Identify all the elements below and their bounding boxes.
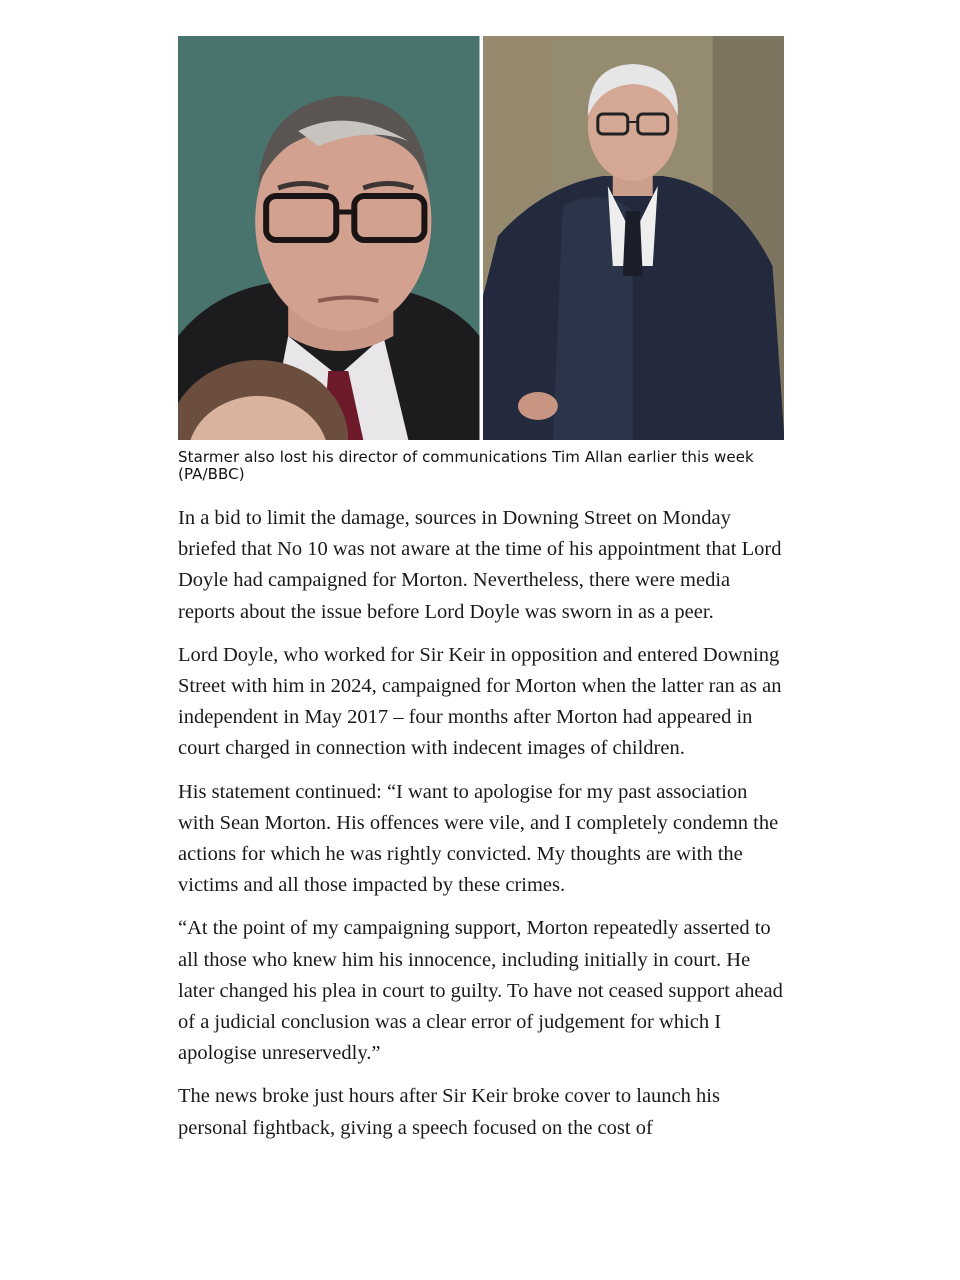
photo-caption: Starmer also lost his director of communications Tim Allan earlier this week (PA/BBC) — [178, 448, 754, 483]
photo-left-starmer — [178, 36, 480, 440]
photo-right-tim-allan — [483, 36, 785, 440]
article-body — [178, 503, 784, 1144]
starmer-portrait-illustration — [178, 36, 480, 440]
tim-allan-portrait-illustration — [483, 36, 785, 440]
article — [178, 36, 784, 1156]
paragraph: His statement continued: “I want to apologise for my past association with Sean Morton. His offences were vile, and I completely condemn the actions for which he was rightly convicted. My thoughts are with the victims and all those impacted by these crimes. — [178, 780, 779, 897]
paragraph: Lord Doyle, who worked for Sir Keir in opposition and entered Downing Street with him in 2024, campaigned for Morton when the latter ran as an independent in May 2017 – four months after Morton had appeared in court charged in connection with indecent images of children. — [178, 643, 782, 760]
paragraph: In a bid to limit the damage, sources in Downing Street on Monday briefed that No 10 was not aware at the time of his appointment that Lord Doyle had campaigned for Morton. Nevertheless, there were media reports about the issue before Lord Doyle was sworn in as a peer. — [178, 507, 782, 623]
paragraph: “At the point of my campaigning support, Morton repeatedly asserted to all those who knew him his innocence, including initially in court. He later changed his plea in court to guilty. To have not ceased support ahead of a judicial conclusion was a clear error of judgement for which I apologise unreservedly.” — [178, 917, 783, 1065]
article-photo — [178, 36, 784, 440]
paragraph: The news broke just hours after Sir Keir broke cover to launch his personal fightback, giving a speech focused on the cost of — [178, 1085, 720, 1139]
